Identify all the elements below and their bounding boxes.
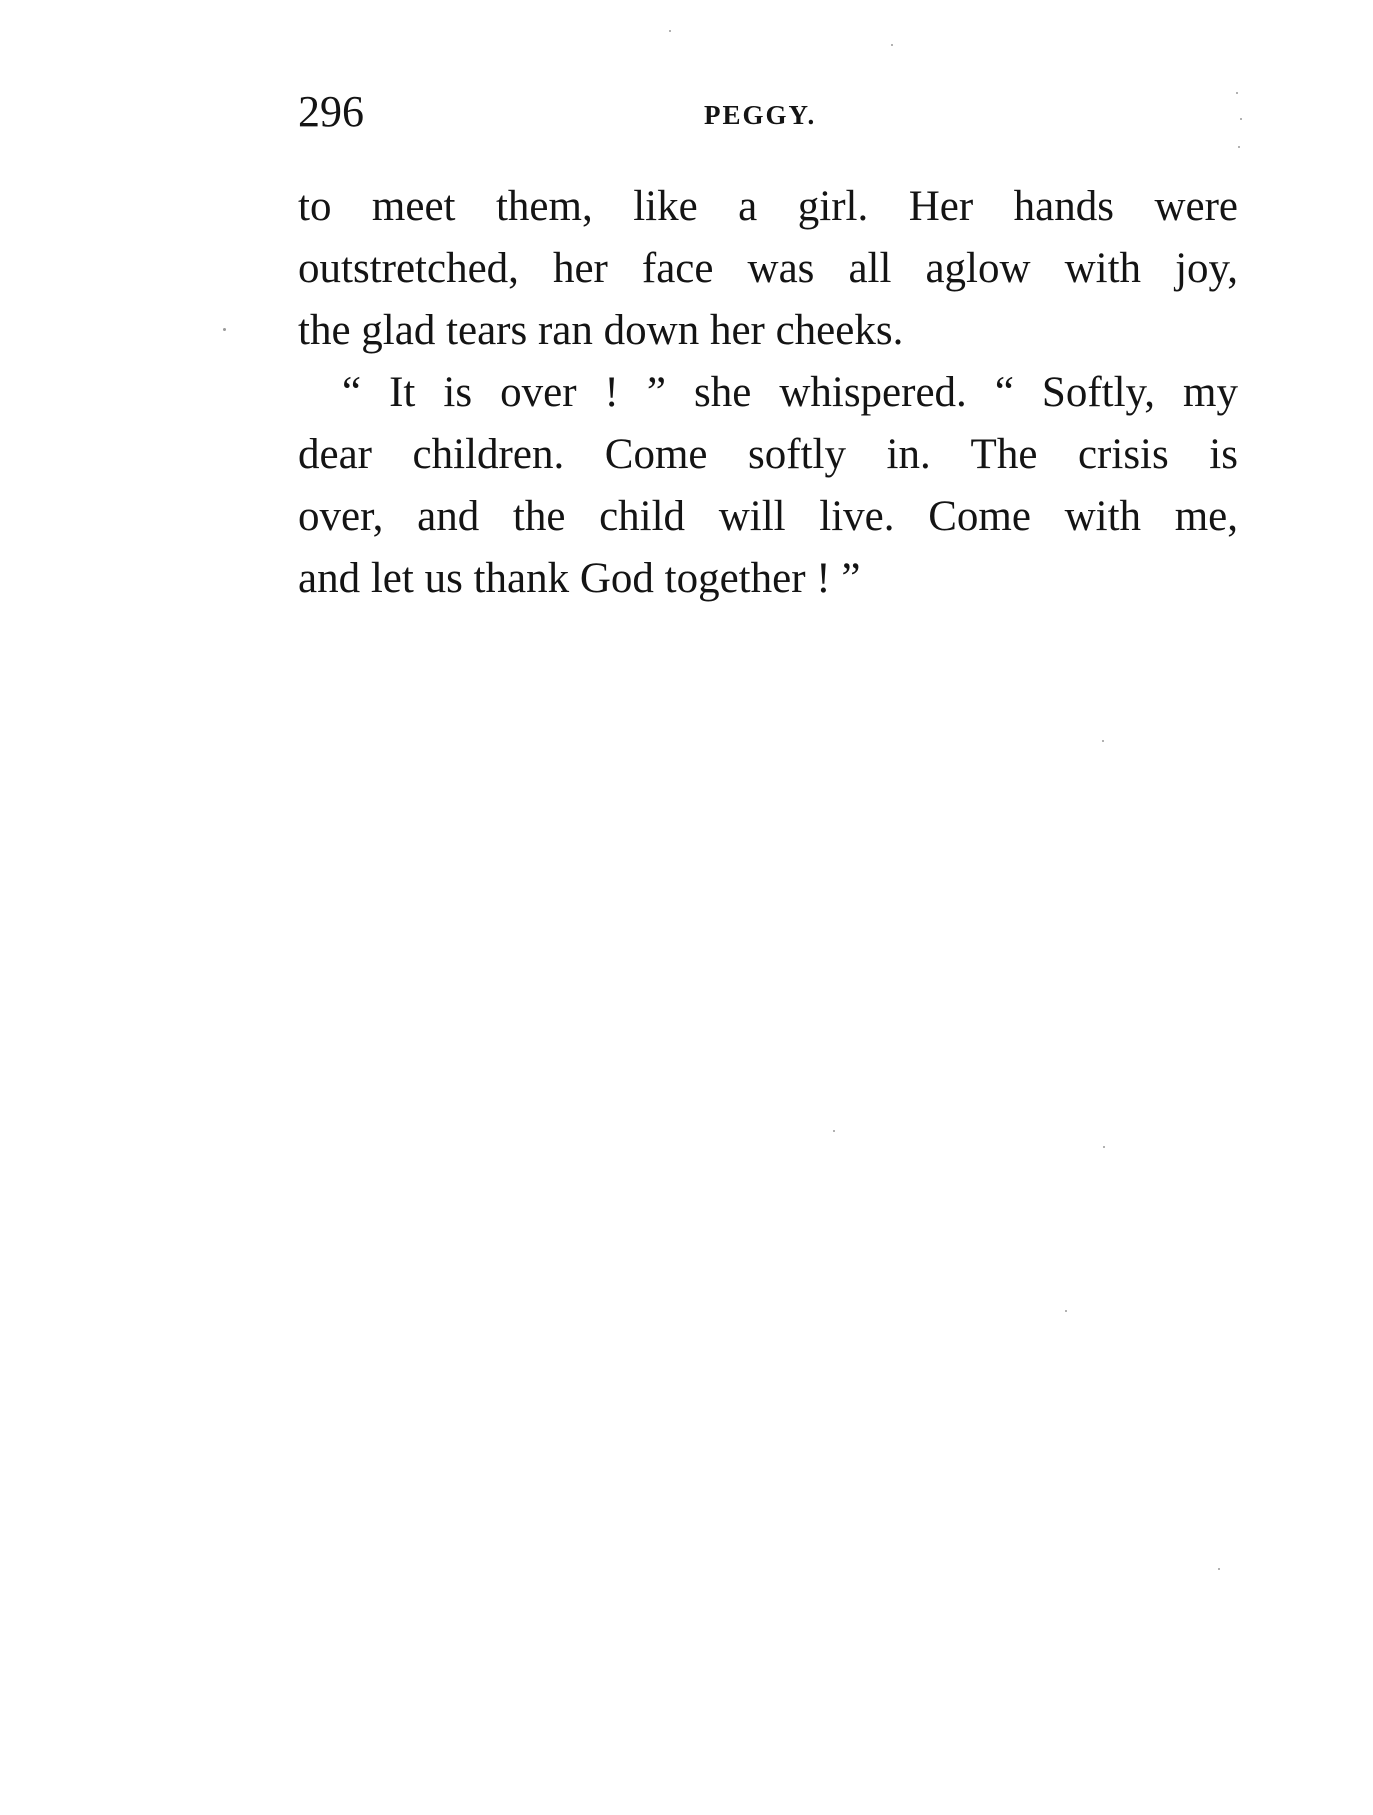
scan-speck — [1240, 118, 1242, 120]
text-line: outstretched, her face was all aglow with joy, — [298, 245, 1238, 292]
scan-speck — [1236, 92, 1238, 94]
running-title: PEGGY. — [704, 100, 817, 130]
paragraph — [298, 176, 1238, 362]
scan-speck — [833, 1130, 835, 1132]
scan-speck — [223, 328, 226, 331]
text-line: to meet them, like a girl. Her hands were — [298, 183, 1238, 230]
text-line: over, and the child will live. Come with me, — [298, 493, 1238, 540]
scan-speck — [1102, 740, 1104, 742]
scan-speck — [1103, 1146, 1105, 1148]
body-text — [298, 176, 1238, 610]
text-line: dear children. Come softly in. The crisis is — [298, 431, 1238, 478]
scan-speck — [1218, 1568, 1220, 1570]
scan-speck — [669, 30, 671, 32]
text-line: and let us thank God together ! ” — [298, 555, 861, 602]
page-number: 296 — [298, 87, 364, 136]
text-line: “ It is over ! ” she whispered. “ Softly, my — [342, 369, 1238, 416]
scan-speck — [891, 44, 893, 46]
scan-speck — [1065, 1310, 1067, 1312]
text-line: the glad tears ran down her cheeks. — [298, 307, 904, 354]
running-head — [298, 82, 1238, 142]
paragraph — [298, 362, 1238, 610]
scan-speck — [1238, 146, 1240, 148]
